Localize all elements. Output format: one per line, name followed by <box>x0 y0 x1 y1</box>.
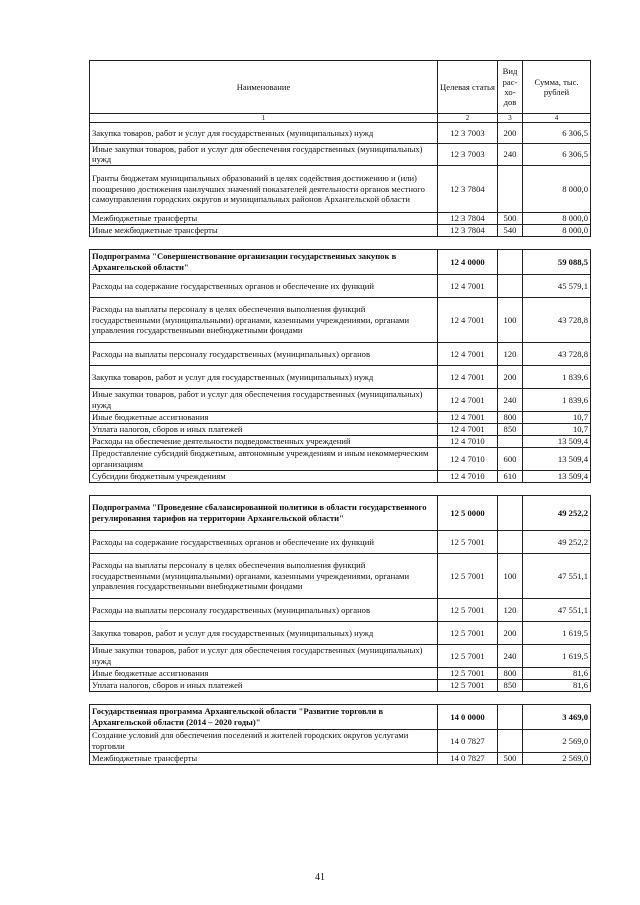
row-name-cell: Закупка товаров, работ и услуг для государственных (муниципальных) нужд <box>90 123 438 144</box>
column-number-row <box>90 114 591 123</box>
header-code: Целевая статья <box>438 61 498 114</box>
row-name-cell: Межбюджетные трансферты <box>90 212 438 224</box>
row-sum-cell <box>523 691 591 704</box>
table-row <box>90 621 591 644</box>
header-sum: Сумма, тыс. рублей <box>523 61 591 114</box>
row-code-cell: 12 3 7003 <box>438 123 498 144</box>
row-code-cell: 12 5 7001 <box>438 644 498 667</box>
row-name-cell: Расходы на выплаты персоналу в целях обеспечения выполнения функций государственными (муниципальными) органами, казенными учреждениями, органами управления государственными внебюджетными фондами <box>90 297 438 342</box>
row-sum-cell: 43 728,8 <box>523 342 591 365</box>
row-sum-cell: 43 728,8 <box>523 297 591 342</box>
row-sum-cell: 81,6 <box>523 679 591 691</box>
row-name-cell <box>90 691 438 704</box>
row-type-cell: 200 <box>498 365 523 388</box>
table-row <box>90 435 591 447</box>
row-type-cell: 100 <box>498 297 523 342</box>
row-name-cell <box>90 482 438 495</box>
row-code-cell: 12 3 7804 <box>438 212 498 224</box>
row-type-cell <box>498 236 523 249</box>
row-type-cell: 120 <box>498 342 523 365</box>
table-row <box>90 274 591 297</box>
table-row <box>90 729 591 752</box>
row-type-cell: 240 <box>498 388 523 411</box>
row-type-cell <box>498 530 523 553</box>
row-type-cell: 120 <box>498 598 523 621</box>
row-type-cell <box>498 249 523 274</box>
table-row <box>90 249 591 274</box>
row-code-cell: 12 5 7001 <box>438 598 498 621</box>
budget-table-body <box>90 61 591 765</box>
row-type-cell: 240 <box>498 144 523 166</box>
row-sum-cell: 59 088,5 <box>523 249 591 274</box>
row-code-cell: 12 3 7804 <box>438 165 498 212</box>
row-type-cell <box>498 495 523 530</box>
row-name-cell: Расходы на выплаты персоналу в целях обеспечения выполнения функций государственными (муниципальными) органами, казенными учреждениями, органами управления государственными внебюджетными фондами <box>90 553 438 598</box>
row-name-cell: Гранты бюджетам муниципальных образований в целях содействия достижению и (или) поощрению достижения наилучших значений показателей деятельности органов местного самоуправления городских округов и муниципальных районов Архангельской области <box>90 165 438 212</box>
row-type-cell: 240 <box>498 644 523 667</box>
row-code-cell: 12 5 7001 <box>438 621 498 644</box>
row-code-cell: 12 4 7001 <box>438 274 498 297</box>
row-type-cell: 850 <box>498 679 523 691</box>
row-sum-cell: 2 569,0 <box>523 729 591 752</box>
table-row <box>90 411 591 423</box>
row-type-cell: 200 <box>498 621 523 644</box>
row-type-cell: 100 <box>498 553 523 598</box>
table-row <box>90 144 591 166</box>
row-name-cell: Иные закупки товаров, работ и услуг для обеспечения государственных (муниципальных) нужд <box>90 388 438 411</box>
row-type-cell: 800 <box>498 411 523 423</box>
table-row <box>90 447 591 470</box>
row-code-cell: 12 5 7001 <box>438 553 498 598</box>
row-name-cell: Иные бюджетные ассигнования <box>90 667 438 679</box>
row-name-cell: Закупка товаров, работ и услуг для государственных (муниципальных) нужд <box>90 621 438 644</box>
row-code-cell: 12 4 7010 <box>438 435 498 447</box>
row-sum-cell: 8 000,0 <box>523 212 591 224</box>
row-name-cell: Подпрограмма "Совершенствование организации государственных закупок в Архангельской области" <box>90 249 438 274</box>
row-sum-cell: 1 839,6 <box>523 388 591 411</box>
row-name-cell: Создание условий для обеспечения поселений и жителей городских округов услугами торговли <box>90 729 438 752</box>
row-sum-cell <box>523 236 591 249</box>
row-code-cell: 12 3 7804 <box>438 224 498 236</box>
column-number-1: 1 <box>90 114 438 123</box>
row-code-cell: 12 5 7001 <box>438 679 498 691</box>
row-code-cell: 12 4 7001 <box>438 423 498 435</box>
row-name-cell: Иные бюджетные ассигнования <box>90 411 438 423</box>
row-code-cell: 12 3 7003 <box>438 144 498 166</box>
row-sum-cell: 8 000,0 <box>523 165 591 212</box>
row-name-cell: Расходы на содержание государственных органов и обеспечение их функций <box>90 530 438 553</box>
row-sum-cell: 13 509,4 <box>523 435 591 447</box>
header-type: Вид рас-хо-дов <box>498 61 523 114</box>
row-code-cell: 12 4 7010 <box>438 470 498 482</box>
table-header-row <box>90 61 591 114</box>
row-name-cell: Уплата налогов, сборов и иных платежей <box>90 679 438 691</box>
row-name-cell: Государственная программа Архангельской области "Развитие торговли в Архангельской области (2014 – 2020 годы)" <box>90 704 438 729</box>
table-row <box>90 667 591 679</box>
row-code-cell: 12 5 0000 <box>438 495 498 530</box>
table-row <box>90 704 591 729</box>
row-sum-cell: 47 551,1 <box>523 598 591 621</box>
row-type-cell: 850 <box>498 423 523 435</box>
row-sum-cell: 10,7 <box>523 411 591 423</box>
page-number: 41 <box>315 872 325 883</box>
row-code-cell: 12 4 7001 <box>438 297 498 342</box>
table-row <box>90 530 591 553</box>
table-row <box>90 365 591 388</box>
row-name-cell <box>90 236 438 249</box>
row-name-cell: Расходы на обеспечение деятельности подведомственных учреждений <box>90 435 438 447</box>
table-row <box>90 752 591 764</box>
table-row <box>90 679 591 691</box>
row-name-cell: Уплата налогов, сборов и иных платежей <box>90 423 438 435</box>
row-type-cell <box>498 704 523 729</box>
table-row <box>90 342 591 365</box>
row-type-cell <box>498 274 523 297</box>
row-name-cell: Закупка товаров, работ и услуг для государственных (муниципальных) нужд <box>90 365 438 388</box>
row-code-cell: 12 4 7001 <box>438 411 498 423</box>
spacer-row <box>90 482 591 495</box>
row-name-cell: Расходы на выплаты персоналу государственных (муниципальных) органов <box>90 598 438 621</box>
row-type-cell <box>498 691 523 704</box>
row-sum-cell: 3 469,0 <box>523 704 591 729</box>
row-sum-cell <box>523 482 591 495</box>
table-row <box>90 553 591 598</box>
spacer-row <box>90 236 591 249</box>
row-sum-cell: 81,6 <box>523 667 591 679</box>
table-row <box>90 123 591 144</box>
row-code-cell <box>438 482 498 495</box>
row-code-cell: 12 5 7001 <box>438 530 498 553</box>
row-sum-cell: 13 509,4 <box>523 447 591 470</box>
column-number-4: 4 <box>523 114 591 123</box>
row-type-cell <box>498 729 523 752</box>
column-number-3: 3 <box>498 114 523 123</box>
row-type-cell <box>498 435 523 447</box>
row-name-cell: Подпрограмма "Проведение сбалансированной политики в области государственного регулирования тарифов на территории Архангельской области" <box>90 495 438 530</box>
row-name-cell: Расходы на выплаты персоналу государственных (муниципальных) органов <box>90 342 438 365</box>
row-sum-cell: 6 306,5 <box>523 144 591 166</box>
row-sum-cell: 1 619,5 <box>523 644 591 667</box>
column-number-2: 2 <box>438 114 498 123</box>
row-name-cell: Межбюджетные трансферты <box>90 752 438 764</box>
row-code-cell: 12 4 7001 <box>438 342 498 365</box>
row-type-cell: 540 <box>498 224 523 236</box>
row-sum-cell: 2 569,0 <box>523 752 591 764</box>
row-code-cell: 12 4 7010 <box>438 447 498 470</box>
row-sum-cell: 49 252,2 <box>523 495 591 530</box>
row-code-cell: 12 4 7001 <box>438 365 498 388</box>
row-code-cell: 14 0 7827 <box>438 729 498 752</box>
table-row <box>90 388 591 411</box>
row-type-cell: 610 <box>498 470 523 482</box>
row-sum-cell: 1 619,5 <box>523 621 591 644</box>
row-type-cell: 500 <box>498 212 523 224</box>
row-code-cell <box>438 691 498 704</box>
header-name: Наименование <box>90 61 438 114</box>
row-type-cell: 600 <box>498 447 523 470</box>
table-row <box>90 224 591 236</box>
table-row <box>90 598 591 621</box>
table-row <box>90 165 591 212</box>
row-sum-cell: 13 509,4 <box>523 470 591 482</box>
row-sum-cell: 1 839,6 <box>523 365 591 388</box>
row-sum-cell: 10,7 <box>523 423 591 435</box>
row-name-cell: Предоставление субсидий бюджетным, автономным учреждениям и иным некоммерческим организациям <box>90 447 438 470</box>
table-row <box>90 297 591 342</box>
row-code-cell: 12 5 7001 <box>438 667 498 679</box>
row-code-cell <box>438 236 498 249</box>
table-row <box>90 644 591 667</box>
row-name-cell: Иные закупки товаров, работ и услуг для обеспечения государственных (муниципальных) нужд <box>90 144 438 166</box>
row-code-cell: 14 0 0000 <box>438 704 498 729</box>
row-sum-cell: 6 306,5 <box>523 123 591 144</box>
row-sum-cell: 47 551,1 <box>523 553 591 598</box>
row-code-cell: 12 4 7001 <box>438 388 498 411</box>
row-sum-cell: 8 000,0 <box>523 224 591 236</box>
row-name-cell: Иные закупки товаров, работ и услуг для обеспечения государственных (муниципальных) нужд <box>90 644 438 667</box>
row-name-cell: Субсидии бюджетным учреждениям <box>90 470 438 482</box>
row-name-cell: Расходы на содержание государственных органов и обеспечение их функций <box>90 274 438 297</box>
row-name-cell: Иные межбюджетные трансферты <box>90 224 438 236</box>
row-type-cell: 200 <box>498 123 523 144</box>
table-row <box>90 470 591 482</box>
row-type-cell: 800 <box>498 667 523 679</box>
row-sum-cell: 49 252,2 <box>523 530 591 553</box>
row-code-cell: 14 0 7827 <box>438 752 498 764</box>
row-code-cell: 12 4 0000 <box>438 249 498 274</box>
table-row <box>90 423 591 435</box>
table-row <box>90 495 591 530</box>
row-type-cell: 500 <box>498 752 523 764</box>
row-type-cell <box>498 482 523 495</box>
table-row <box>90 212 591 224</box>
budget-table <box>89 60 591 765</box>
row-type-cell <box>498 165 523 212</box>
row-sum-cell: 45 579,1 <box>523 274 591 297</box>
spacer-row <box>90 691 591 704</box>
